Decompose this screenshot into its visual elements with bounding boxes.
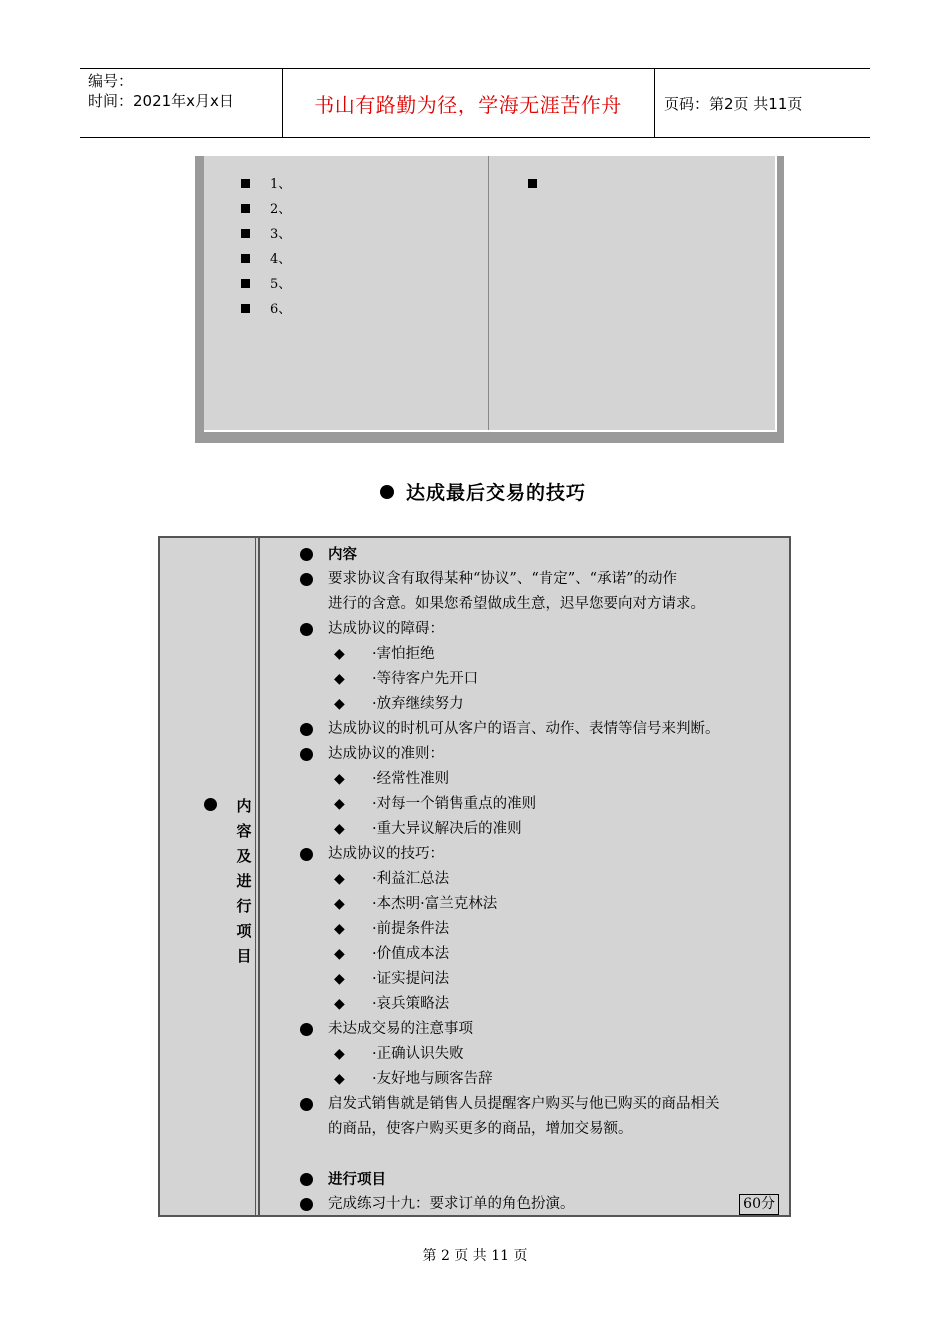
diamond-bullet-icon: ◆ bbox=[334, 871, 345, 887]
document-number-label: 编号： bbox=[88, 72, 134, 90]
content-line-text: ·友好地与顾客告辞 bbox=[372, 1071, 493, 1087]
content-line-text: 的商品，使客户购买更多的商品，增加交易额。 bbox=[328, 1121, 633, 1137]
content-line bbox=[300, 1192, 785, 1217]
list-item bbox=[241, 197, 291, 222]
content-line bbox=[300, 917, 785, 942]
bullet-dot-icon bbox=[300, 723, 313, 736]
page-footer: 第 2 页 共 11 页 bbox=[422, 1248, 528, 1264]
content-line-text: ·本杰明·富兰克林法 bbox=[372, 896, 498, 912]
content-line bbox=[300, 692, 785, 717]
list-item bbox=[241, 172, 291, 197]
bullet-dot-icon bbox=[300, 1098, 313, 1111]
content-line bbox=[300, 892, 785, 917]
content-line-text: 达成协议的时机可从客户的语言、动作、表情等信号来判断。 bbox=[328, 721, 720, 737]
list-item bbox=[241, 247, 291, 272]
bullet-dot-icon bbox=[300, 548, 313, 561]
content-line bbox=[300, 1092, 785, 1117]
content-line-text: 启发式销售就是销售人员提醒客户购买与他已购买的商品相关 bbox=[328, 1096, 720, 1112]
content-line bbox=[300, 592, 785, 617]
content-line bbox=[300, 1167, 785, 1192]
diamond-bullet-icon: ◆ bbox=[334, 921, 345, 937]
content-line-text: 进行的含意。如果您希望做成生意，迟早您要向对方请求。 bbox=[328, 596, 705, 612]
content-line bbox=[300, 842, 785, 867]
side-label-char: 行 bbox=[236, 897, 252, 915]
content-line-text: 达成协议的障碍： bbox=[328, 621, 444, 637]
bullet-dot-icon bbox=[380, 485, 394, 499]
content-line-text: ·重大异议解决后的准则 bbox=[372, 821, 522, 837]
list-item bbox=[241, 272, 291, 297]
content-line-text: ·害怕拒绝 bbox=[372, 646, 435, 662]
notes-box-divider bbox=[488, 156, 489, 430]
content-line bbox=[300, 1067, 785, 1092]
diamond-bullet-icon: ◆ bbox=[334, 1046, 345, 1062]
content-box-divider bbox=[258, 538, 260, 1215]
section-heading bbox=[380, 478, 586, 505]
content-line bbox=[300, 542, 785, 567]
diamond-bullet-icon: ◆ bbox=[334, 1071, 345, 1087]
content-line-text: ·价值成本法 bbox=[372, 946, 450, 962]
side-label-char: 及 bbox=[236, 847, 252, 865]
side-label-text bbox=[234, 794, 254, 969]
bullet-dot-icon bbox=[300, 748, 313, 761]
content-line bbox=[300, 1117, 785, 1142]
list-item-label: 3、 bbox=[270, 227, 292, 242]
content-line bbox=[300, 942, 785, 967]
content-line bbox=[300, 792, 785, 817]
content-line bbox=[300, 1017, 785, 1042]
bullet-dot-icon bbox=[300, 623, 313, 636]
diamond-bullet-icon: ◆ bbox=[334, 971, 345, 987]
list-item-label: 4、 bbox=[270, 252, 292, 267]
score-badge: 60分 bbox=[739, 1194, 779, 1215]
content-box bbox=[158, 536, 791, 1217]
content-line bbox=[300, 742, 785, 767]
side-label-char: 项 bbox=[236, 922, 252, 940]
list-item-label: 6、 bbox=[270, 302, 292, 317]
content-line bbox=[300, 967, 785, 992]
content-line bbox=[300, 667, 785, 692]
diamond-bullet-icon: ◆ bbox=[334, 946, 345, 962]
bullet-dot-icon bbox=[300, 1173, 313, 1186]
content-list bbox=[300, 542, 785, 1217]
square-bullet-icon bbox=[241, 229, 250, 238]
content-line bbox=[300, 817, 785, 842]
square-bullet-icon bbox=[241, 254, 250, 263]
content-line bbox=[300, 642, 785, 667]
header-page-code: 页码：第2页 共11页 bbox=[664, 94, 803, 113]
diamond-bullet-icon: ◆ bbox=[334, 896, 345, 912]
diamond-bullet-icon: ◆ bbox=[334, 996, 345, 1012]
list-item bbox=[528, 172, 557, 197]
section-title: 达成最后交易的技巧 bbox=[406, 482, 587, 504]
notes-box-inner bbox=[204, 156, 777, 432]
list-item-label: 1、 bbox=[270, 177, 292, 192]
content-line-text: 完成练习十九：要求订单的角色扮演。 bbox=[328, 1196, 575, 1212]
diamond-bullet-icon: ◆ bbox=[334, 821, 345, 837]
content-line bbox=[300, 867, 785, 892]
side-label-char: 内 bbox=[236, 797, 252, 815]
content-line bbox=[300, 567, 785, 592]
content-line-text: ·正确认识失败 bbox=[372, 1046, 464, 1062]
content-line-text: 达成协议的技巧： bbox=[328, 846, 444, 862]
content-line-text: ·哀兵策略法 bbox=[372, 996, 450, 1012]
square-bullet-icon bbox=[241, 304, 250, 313]
content-line-text: ·等待客户先开口 bbox=[372, 671, 479, 687]
content-line-text: 未达成交易的注意事项 bbox=[328, 1021, 473, 1037]
list-item-label: 5、 bbox=[270, 277, 292, 292]
diamond-bullet-icon: ◆ bbox=[334, 671, 345, 687]
page-header bbox=[80, 68, 870, 138]
content-line-text: ·前提条件法 bbox=[372, 921, 450, 937]
bullet-dot-icon bbox=[300, 1023, 313, 1036]
list-item bbox=[241, 297, 291, 322]
content-line bbox=[300, 1042, 785, 1067]
diamond-bullet-icon: ◆ bbox=[334, 771, 345, 787]
side-label-char: 进 bbox=[236, 872, 252, 890]
content-line bbox=[300, 617, 785, 642]
list-item bbox=[241, 222, 291, 247]
header-divider bbox=[654, 69, 655, 137]
diamond-bullet-icon: ◆ bbox=[334, 796, 345, 812]
content-line bbox=[300, 1142, 785, 1167]
content-line-text: 要求协议含有取得某种“协议”、“肯定”、“承诺”的动作 bbox=[328, 571, 677, 587]
content-line-text: 达成协议的准则： bbox=[328, 746, 444, 762]
content-line-text: ·经常性准则 bbox=[372, 771, 450, 787]
square-bullet-icon bbox=[241, 279, 250, 288]
content-line bbox=[300, 717, 785, 742]
diamond-bullet-icon: ◆ bbox=[334, 646, 345, 662]
content-line-text: 内容 bbox=[328, 546, 357, 563]
content-line-text: 进行项目 bbox=[328, 1171, 386, 1188]
square-bullet-icon bbox=[528, 179, 537, 188]
bullet-dot-icon bbox=[300, 573, 313, 586]
header-meta bbox=[88, 71, 234, 111]
content-line-text: ·利益汇总法 bbox=[372, 871, 450, 887]
content-line-text: ·证实提问法 bbox=[372, 971, 450, 987]
content-box-divider bbox=[255, 538, 256, 1215]
bullet-dot-icon bbox=[300, 848, 313, 861]
header-motto: 书山有路勤为径，学海无涯苦作舟 bbox=[314, 92, 622, 117]
list-item-label: 2、 bbox=[270, 202, 292, 217]
square-bullet-icon bbox=[241, 179, 250, 188]
diamond-bullet-icon: ◆ bbox=[334, 696, 345, 712]
bullet-dot-icon bbox=[204, 798, 217, 811]
notes-box bbox=[195, 156, 784, 443]
content-line bbox=[300, 992, 785, 1017]
bullet-dot-icon bbox=[300, 1198, 313, 1211]
side-label-char: 容 bbox=[236, 822, 252, 840]
content-line-text: ·放弃继续努力 bbox=[372, 696, 464, 712]
square-bullet-icon bbox=[241, 204, 250, 213]
document-time: 时间：2021年x月x日 bbox=[88, 92, 234, 110]
side-label-char: 目 bbox=[236, 947, 252, 965]
content-line bbox=[300, 767, 785, 792]
content-line-text: ·对每一个销售重点的准则 bbox=[372, 796, 537, 812]
